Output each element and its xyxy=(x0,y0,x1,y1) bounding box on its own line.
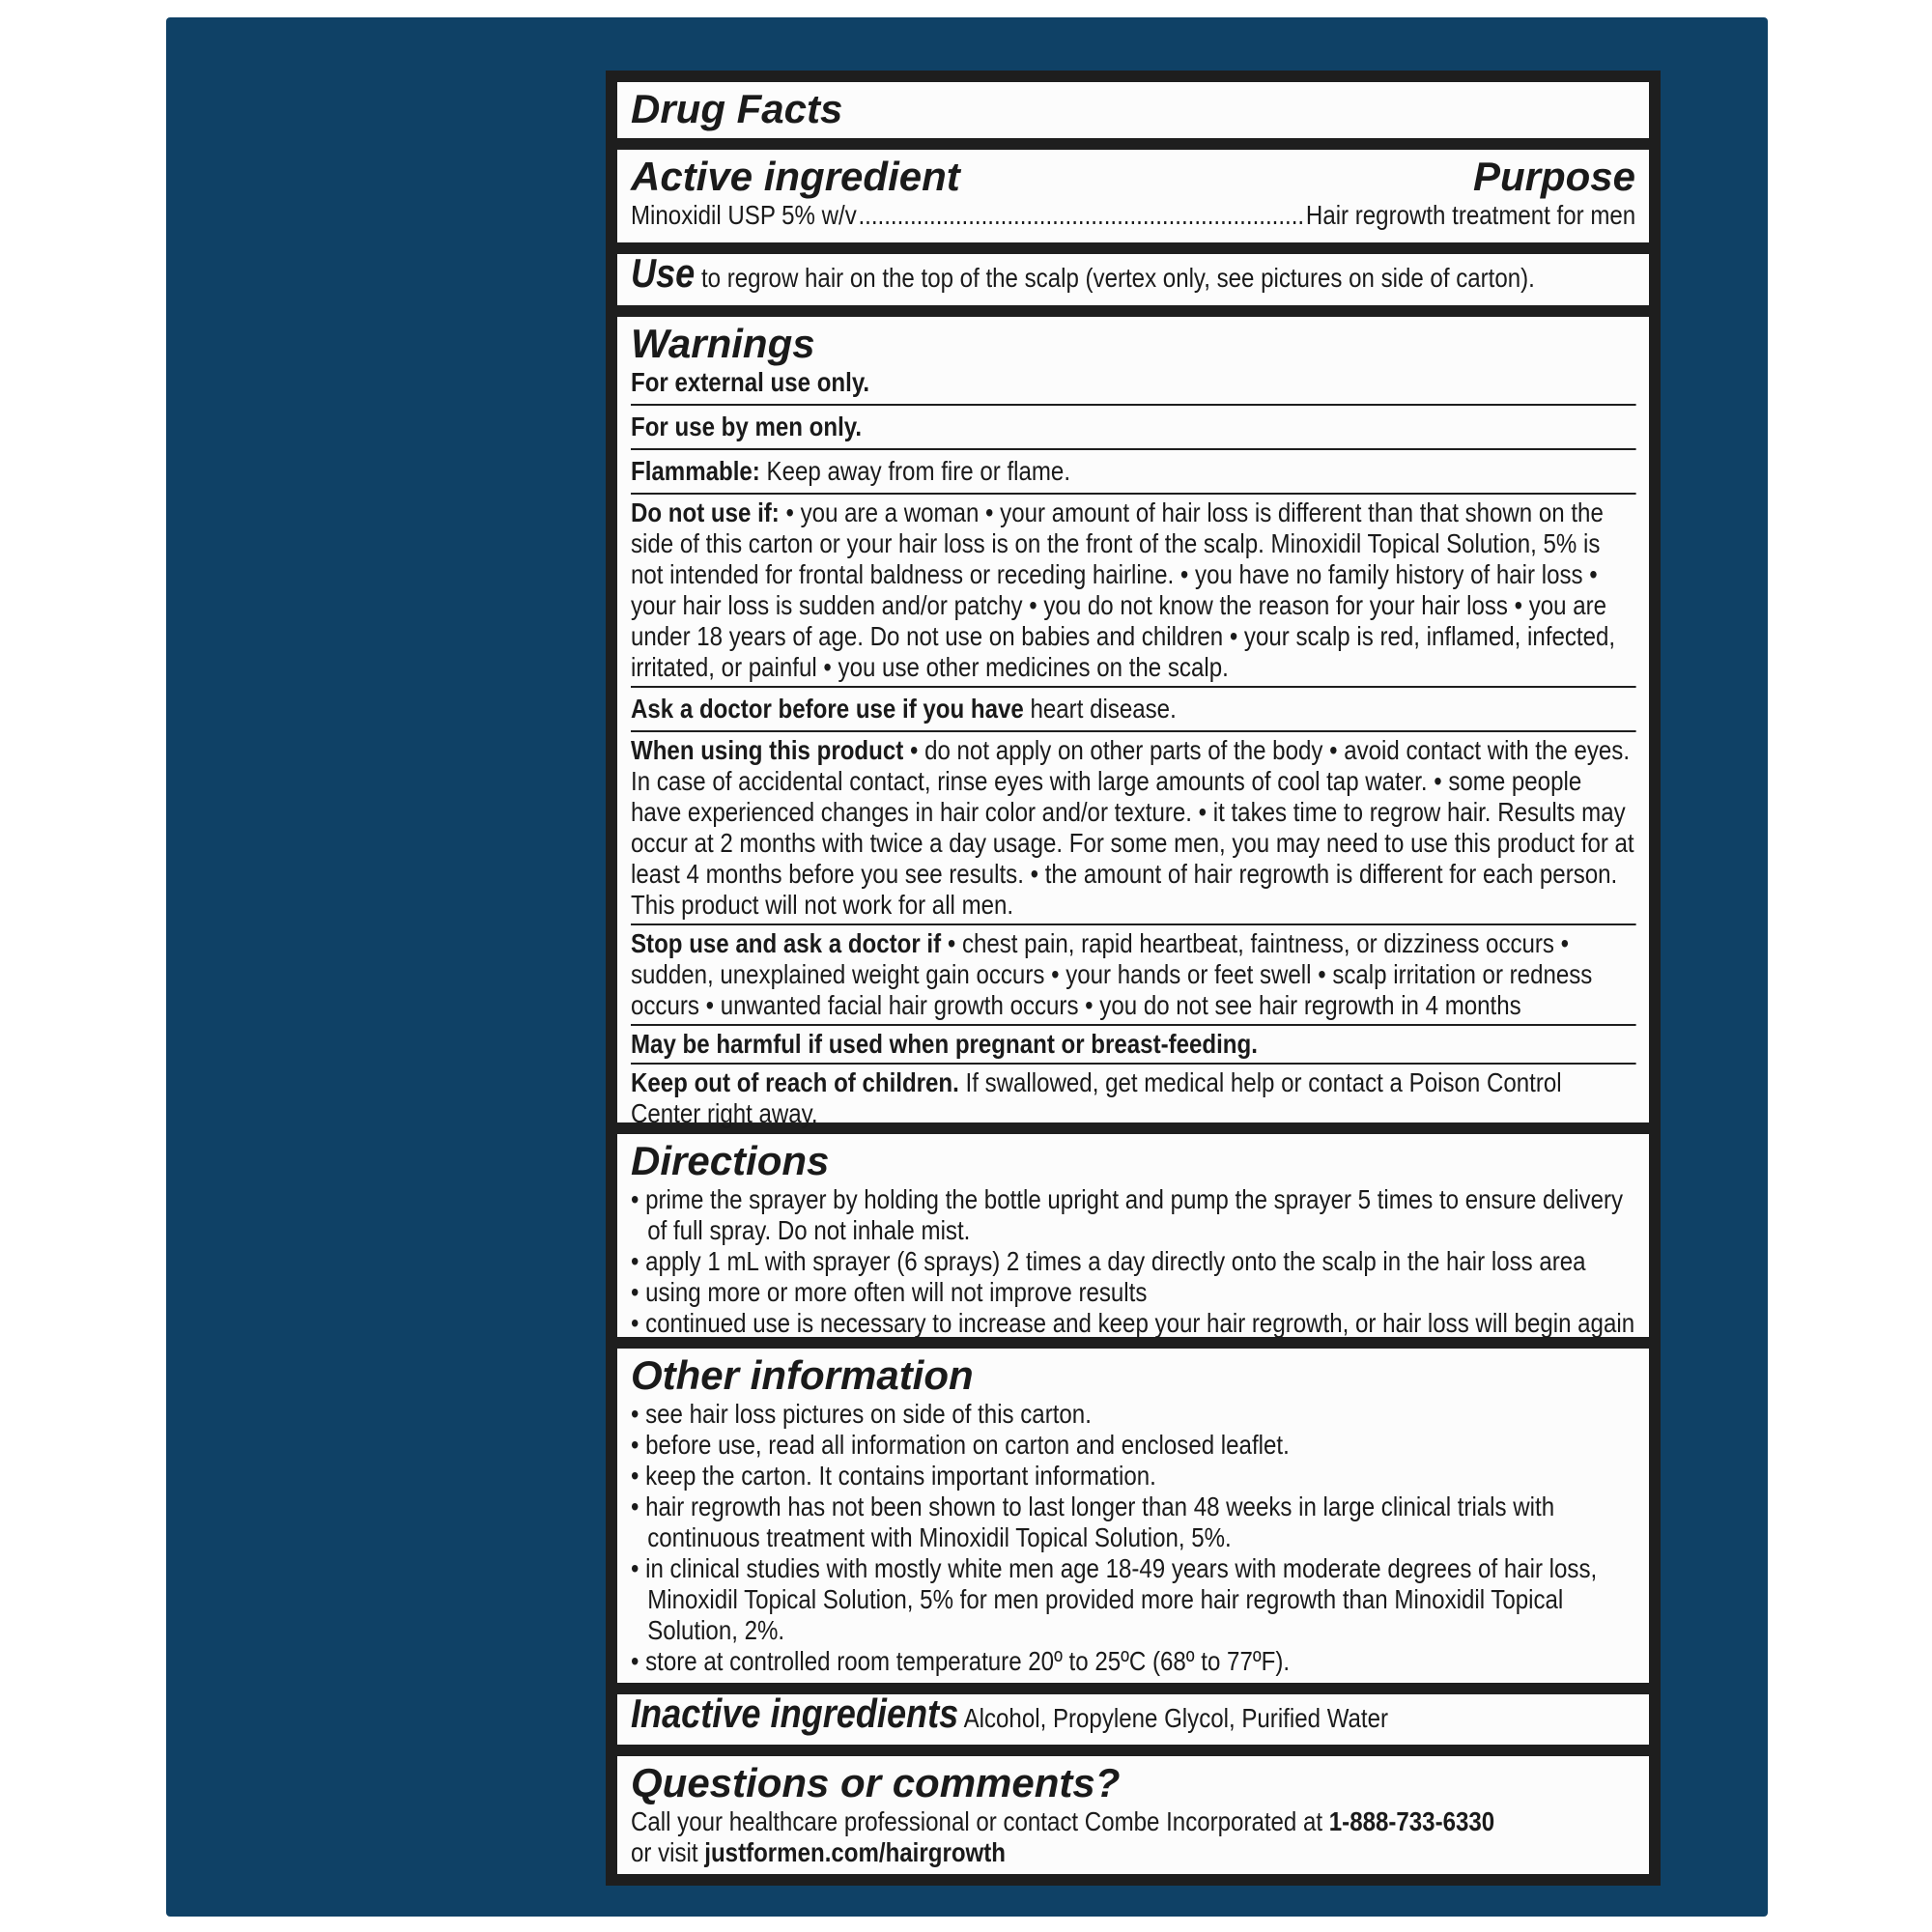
flammable-text: Keep away from fire or flame. xyxy=(766,456,1071,487)
directions-item: • using more or more often will not improve results xyxy=(631,1277,1148,1308)
stop-use-warning xyxy=(631,923,1635,1024)
ask-doctor-label: Ask a doctor before use if you have xyxy=(631,694,1024,724)
stop-use-label: Stop use and ask a doctor if xyxy=(631,928,942,959)
use-row xyxy=(631,249,1635,296)
other-information-item: • in clinical studies with mostly white men age 18-49 years with moderate degrees of hair loss, Minoxidil Topical Solution, 5% for men provided more hair regrowth than Minoxidil Topical Solution, 2%. xyxy=(631,1553,1598,1646)
active-ingredient-section xyxy=(617,150,1649,242)
children-label: Keep out of reach of children. xyxy=(631,1067,959,1098)
ask-doctor-warning xyxy=(631,686,1635,730)
other-information-item: • keep the carton. It contains important information. xyxy=(631,1461,1156,1492)
inactive-ingredients-section xyxy=(617,1690,1649,1745)
other-information-section xyxy=(617,1349,1649,1683)
active-ingredient-purpose: Hair regrowth treatment for men xyxy=(1305,200,1636,230)
do-not-use-label: Do not use if: xyxy=(631,497,780,528)
questions-section xyxy=(617,1756,1649,1874)
questions-body xyxy=(631,1806,1635,1868)
use-text: to regrow hair on the top of the scalp (vertex only, see pictures on side of carton). xyxy=(700,262,1535,293)
directions-item: • prime the sprayer by holding the bottle upright and pump the sprayer 5 times to ensure delivery of full spray. Do not inhale mist. xyxy=(631,1184,1624,1246)
other-information-item: • store at controlled room temperature 20º to 25ºC (68º to 77ºF). xyxy=(631,1646,1291,1677)
stop-use-text: • chest pain, rapid heartbeat, faintness, or dizziness occurs • sudden, unexplained weight gain occurs • your hands or feet swell • scalp irritation or redness occurs • unwanted facial hair growth occurs • you do not see hair regrowth in 4 months xyxy=(631,928,1593,1021)
directions-list xyxy=(631,1184,1635,1339)
do-not-use-text: • you are a woman • your amount of hair loss is different than that shown on the side of this carton or your hair loss is on the front of the scalp. Minoxidil Topical Solution, 5% is not intended for frontal baldness or receding hairline. • you have no family history of hair loss • your hair loss is sudden and/or patchy • you do not know the reason for your hair loss • you are under 18 years of age. Do not use on babies and children • your scalp is red, inflamed, infected, irritated, or painful • you use other medicines on the scalp. xyxy=(631,497,1616,683)
other-information-heading: Other information xyxy=(631,1352,974,1399)
inactive-ingredients-heading: Inactive ingredients xyxy=(631,1690,959,1737)
use-section xyxy=(617,249,1649,306)
contact-text: Call your healthcare professional or contact Combe Incorporated at xyxy=(631,1806,1323,1836)
other-information-item: • before use, read all information on carton and enclosed leaflet. xyxy=(631,1430,1290,1461)
flammable-label: Flammable: xyxy=(631,456,760,487)
external-use-warning: For external use only. xyxy=(631,367,870,398)
directions-item: • apply 1 mL with sprayer (6 sprays) 2 times a day directly onto the scalp in the hair loss area xyxy=(631,1246,1586,1277)
active-ingredient-row xyxy=(631,200,1635,231)
phone-number[interactable]: 1-888-733-6330 xyxy=(1328,1806,1495,1836)
inactive-ingredients-row xyxy=(631,1690,1635,1737)
do-not-use-warning xyxy=(631,493,1635,686)
drug-facts-panel xyxy=(606,71,1661,1886)
other-information-list xyxy=(631,1399,1635,1677)
men-only-warning: For use by men only. xyxy=(631,404,1635,448)
when-using-warning xyxy=(631,730,1635,923)
pregnancy-warning: May be harmful if used when pregnant or breast-feeding. xyxy=(631,1024,1635,1063)
other-information-item: • see hair loss pictures on side of this carton. xyxy=(631,1399,1092,1430)
purpose-heading: Purpose xyxy=(1472,154,1635,199)
children-text: If swallowed, get medical help or contact a Poison Control Center right away. xyxy=(631,1067,1562,1129)
children-warning xyxy=(631,1063,1635,1132)
active-header-row xyxy=(631,154,1635,200)
inactive-ingredients-text: Alcohol, Propylene Glycol, Purified Water xyxy=(963,1703,1389,1734)
website-link[interactable]: justformen.com/hairgrowth xyxy=(704,1837,1006,1867)
contact-line xyxy=(631,1806,1635,1837)
visit-line xyxy=(631,1837,1635,1868)
use-heading: Use xyxy=(631,249,696,296)
ask-doctor-text: heart disease. xyxy=(1030,694,1177,724)
active-ingredient-heading: Active ingredient xyxy=(631,154,960,199)
when-using-label: When using this product xyxy=(631,735,904,766)
directions-heading: Directions xyxy=(631,1138,830,1184)
visit-text: or visit xyxy=(631,1837,698,1867)
warnings-section xyxy=(617,317,1649,1129)
when-using-text: • do not apply on other parts of the body • avoid contact with the eyes. In case of accidental contact, rinse eyes with large amounts of cool tap water. • some people have experienced changes in hair color and/or texture. • it takes time to regrow hair. Results may occur at 2 months with twice a day usage. For some men, you may need to use this product for at least 4 months before you see results. • the amount of hair regrowth is different for each person. This product will not work for all men. xyxy=(631,735,1634,921)
drug-facts-title: Drug Facts xyxy=(631,86,843,131)
warnings-heading: Warnings xyxy=(631,321,815,367)
directions-section xyxy=(617,1134,1649,1337)
questions-heading: Questions or comments? xyxy=(631,1760,1121,1805)
title-section xyxy=(617,82,1649,138)
carton-background xyxy=(166,17,1768,1917)
active-ingredient-name: Minoxidil USP 5% w/v xyxy=(631,200,857,230)
warnings-body xyxy=(631,367,1635,1132)
other-information-item: • hair regrowth has not been shown to last longer than 48 weeks in large clinical trials with continuous treatment with Minoxidil Topical Solution, 5%. xyxy=(631,1492,1555,1553)
directions-item: • continued use is necessary to increase and keep your hair regrowth, or hair loss will begin again xyxy=(631,1308,1635,1339)
flammable-warning xyxy=(631,448,1635,493)
leader-dots xyxy=(858,200,1304,231)
